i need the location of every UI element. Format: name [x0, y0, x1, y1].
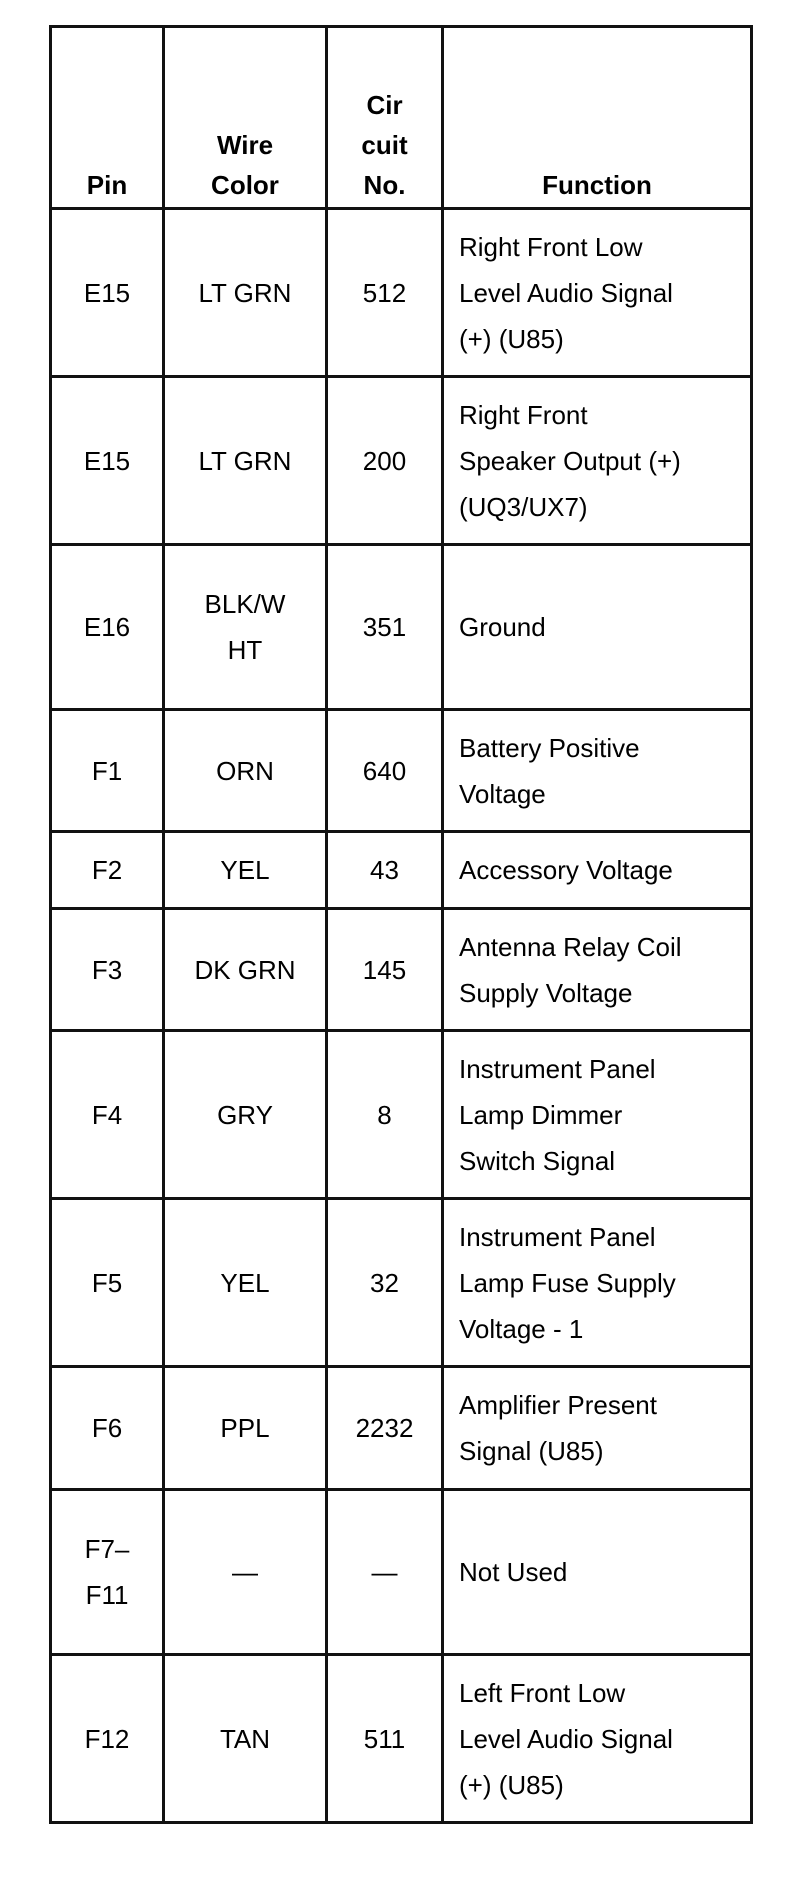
cell-wire-color: LT GRN [164, 377, 327, 545]
header-wire-color: Wire Color [164, 27, 327, 209]
header-pin: Pin [51, 27, 164, 209]
table-row [51, 832, 752, 909]
cell-function: Amplifier Present Signal (U85) [443, 1367, 752, 1490]
table-row [51, 1031, 752, 1199]
cell-wire-color: GRY [164, 1031, 327, 1199]
cell-function: Right Front Low Level Audio Signal (+) (U85) [443, 209, 752, 377]
cell-circuit: 511 [327, 1655, 443, 1823]
table-row [51, 909, 752, 1031]
cell-function: Accessory Voltage [443, 832, 752, 909]
cell-circuit: 351 [327, 545, 443, 710]
table-row [51, 1199, 752, 1367]
table-row [51, 1367, 752, 1490]
cell-wire-color: LT GRN [164, 209, 327, 377]
cell-circuit: — [327, 1490, 443, 1655]
cell-function: Instrument Panel Lamp Fuse Supply Voltage - 1 [443, 1199, 752, 1367]
connector-pinout-table [49, 25, 753, 1824]
cell-wire-color: BLK/W HT [164, 545, 327, 710]
table-row [51, 377, 752, 545]
cell-wire-color: — [164, 1490, 327, 1655]
cell-pin: F5 [51, 1199, 164, 1367]
table-row [51, 545, 752, 710]
table-row [51, 209, 752, 377]
header-row [51, 27, 752, 209]
cell-function: Left Front Low Level Audio Signal (+) (U85) [443, 1655, 752, 1823]
cell-wire-color: ORN [164, 710, 327, 832]
cell-pin: F4 [51, 1031, 164, 1199]
cell-pin: F3 [51, 909, 164, 1031]
cell-wire-color: DK GRN [164, 909, 327, 1031]
cell-function: Right Front Speaker Output (+) (UQ3/UX7) [443, 377, 752, 545]
cell-circuit: 32 [327, 1199, 443, 1367]
cell-circuit: 43 [327, 832, 443, 909]
cell-circuit: 145 [327, 909, 443, 1031]
cell-function: Instrument Panel Lamp Dimmer Switch Signal [443, 1031, 752, 1199]
cell-circuit: 200 [327, 377, 443, 545]
cell-pin: E16 [51, 545, 164, 710]
cell-circuit: 640 [327, 710, 443, 832]
cell-pin: F1 [51, 710, 164, 832]
table-row [51, 1490, 752, 1655]
cell-pin: F12 [51, 1655, 164, 1823]
cell-wire-color: PPL [164, 1367, 327, 1490]
table-row [51, 710, 752, 832]
cell-function: Battery Positive Voltage [443, 710, 752, 832]
cell-wire-color: YEL [164, 1199, 327, 1367]
cell-pin: E15 [51, 377, 164, 545]
cell-pin: F7– F11 [51, 1490, 164, 1655]
cell-circuit: 512 [327, 209, 443, 377]
cell-wire-color: YEL [164, 832, 327, 909]
cell-circuit: 2232 [327, 1367, 443, 1490]
cell-function: Antenna Relay Coil Supply Voltage [443, 909, 752, 1031]
cell-circuit: 8 [327, 1031, 443, 1199]
cell-pin: E15 [51, 209, 164, 377]
header-circuit-no: Cir cuit No. [327, 27, 443, 209]
header-function: Function [443, 27, 752, 209]
table-row [51, 1655, 752, 1823]
cell-function: Ground [443, 545, 752, 710]
cell-wire-color: TAN [164, 1655, 327, 1823]
cell-pin: F6 [51, 1367, 164, 1490]
cell-function: Not Used [443, 1490, 752, 1655]
cell-pin: F2 [51, 832, 164, 909]
